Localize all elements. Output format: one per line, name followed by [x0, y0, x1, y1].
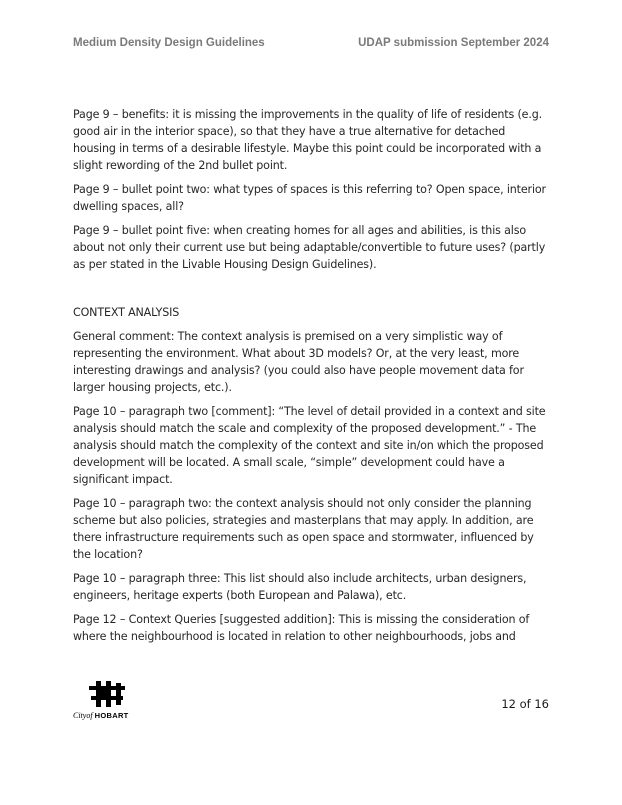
- logo-wordmark: [73, 711, 129, 720]
- paragraph-bullet-five: Page 9 – bullet point five: when creating homes for all ages and abilities, is this also about not only their current use but being adaptable/convertible to future uses? (partly as per stated in the Livable Housing Design Guidelines).: [73, 224, 546, 271]
- section-heading-context-analysis: CONTEXT ANALYSIS: [73, 306, 180, 319]
- logo-of-text: of: [86, 711, 93, 720]
- paragraph-general-comment: General comment: The context analysis is premised on a very simplistic way of representing the environment. What about 3D models? Or, at the very least, more interesting drawings and analysis? (you could also have people movement data for larger housing projects, etc.).: [73, 330, 524, 394]
- hobart-hash-mark-icon: [89, 681, 125, 707]
- page-number: [501, 697, 549, 711]
- page-of-label: of: [519, 697, 531, 711]
- paragraph-bullet-two: Page 9 – bullet point two: what types of spaces is this referring to? Open space, interior dwelling spaces, all?: [73, 183, 546, 213]
- header-document-title: Medium Density Design Guidelines: [73, 37, 265, 49]
- paragraph-page10-comment: Page 10 – paragraph two [comment]: “The level of detail provided in a context and site analysis should match the scale and complexity of the proposed development.” - The analysis should match the complexity of the context and site in/on which the proposed development will be located. A small scale, “simple” development could have a significant impact.: [73, 405, 546, 486]
- logo-hobart-text: HOBART: [94, 711, 129, 720]
- page-current: 12: [501, 697, 516, 711]
- paragraph-page10-two: Page 10 – paragraph two: the context analysis should not only consider the planning scheme but also policies, strategies and masterplans that may apply. In addition, are there infrastructure requirements such as open space and stormwater, influenced by the location?: [73, 497, 534, 561]
- paragraph-page10-three: Page 10 – paragraph three: This list should also include architects, urban designers, engineers, heritage experts (both European and Palawa), etc.: [73, 572, 527, 602]
- page-total: 16: [534, 697, 549, 711]
- document-body: [73, 106, 551, 652]
- logo-city-text: City: [73, 711, 87, 720]
- header-submission-date: UDAP submission September 2024: [358, 37, 549, 49]
- city-of-hobart-logo: [73, 681, 143, 721]
- paragraph-benefits: Page 9 – benefits: it is missing the improvements in the quality of life of residents (e.g. good air in the interior space), so that they have a true alternative for detached housing in terms of a desirable lifestyle. Maybe this point could be incorporated with a slight rewording of the 2nd bullet point.: [73, 108, 542, 172]
- paragraph-page12-context-queries: Page 12 – Context Queries [suggested addition]: This is missing the consideration of where the neighbourhood is located in relation to other neighbourhoods, jobs and: [73, 613, 530, 643]
